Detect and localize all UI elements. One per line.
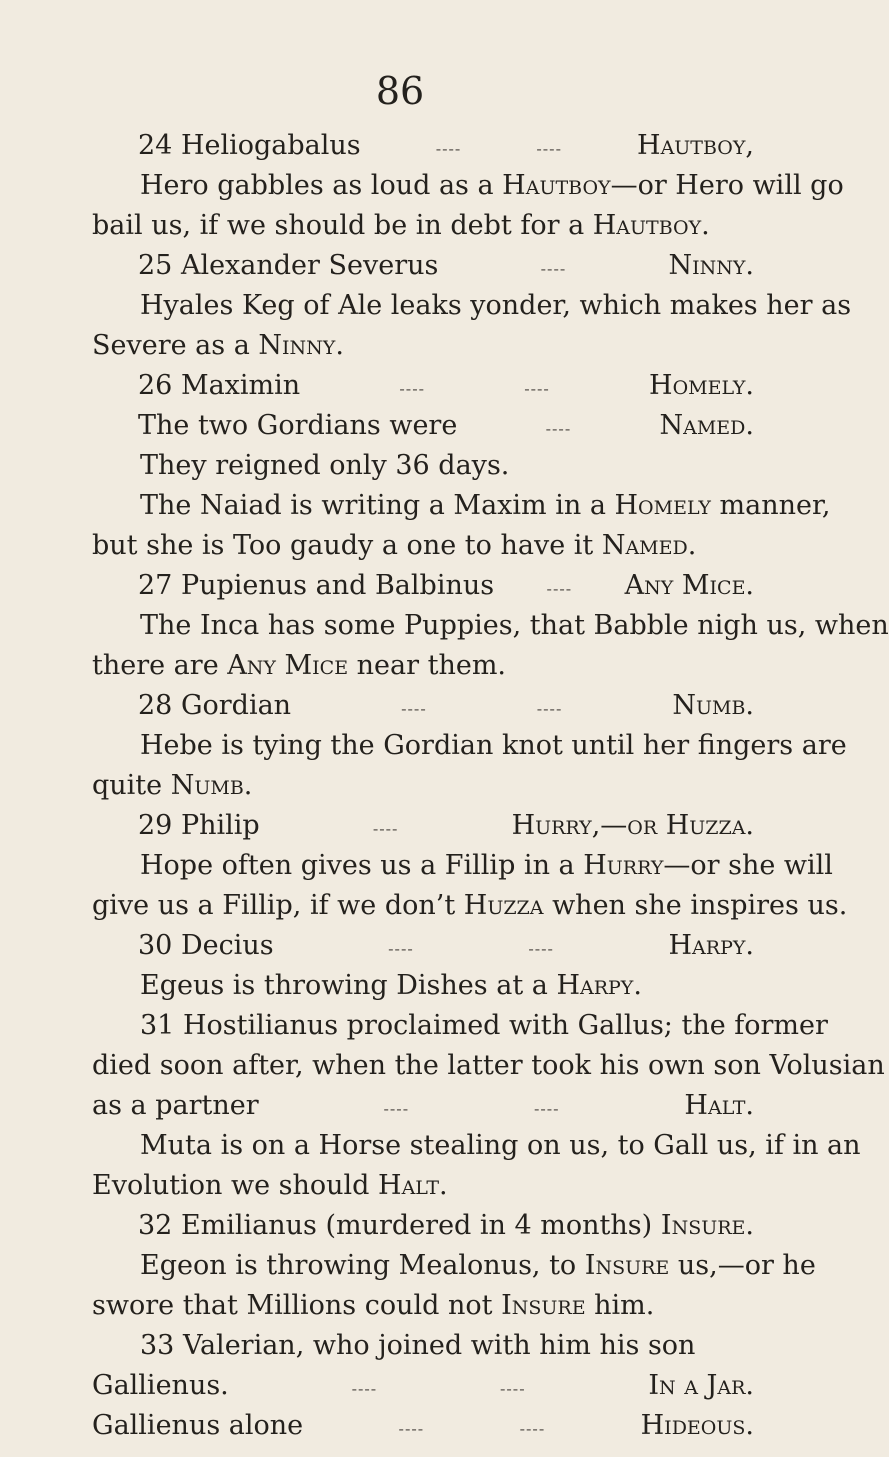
leader-dots: ---- xyxy=(540,259,567,278)
text-line: Hyales Keg of Ale leaks yonder, which makes her as xyxy=(140,290,852,321)
text-line: give us a Fillip, if we don’t Huzza when she inspires us. xyxy=(92,890,848,921)
entry-label: 29 Philip xyxy=(138,810,260,841)
entry-25 xyxy=(0,246,800,289)
entry-label: The two Gordians were xyxy=(138,410,458,441)
leader-dots: ---- xyxy=(388,939,414,958)
leader-dots: ---- xyxy=(528,939,554,958)
entry-answer: Named. xyxy=(659,410,754,441)
leader-dots: ---- xyxy=(533,1099,560,1118)
text-line: Hope often gives us a Fillip in a Hurry—or she will xyxy=(140,850,833,881)
entry-label: 27 Pupienus and Balbinus xyxy=(138,570,495,601)
text-line: 33 Valerian, who joined with him his son xyxy=(140,1330,696,1361)
entry-28 xyxy=(0,686,800,729)
text-line: died soon after, when the latter took his own son Volusian xyxy=(92,1050,885,1081)
text-line: Egeon is throwing Mealonus, to Insure us,—or he xyxy=(140,1250,816,1281)
entry-answer: Any Mice. xyxy=(624,570,755,601)
entry-answer: Homely. xyxy=(649,370,755,401)
leader-dots: ---- xyxy=(545,419,572,438)
entry-29 xyxy=(0,806,800,849)
page-number: 86 xyxy=(375,69,425,113)
entry-answer: Ninny. xyxy=(668,250,755,281)
leader-dots: ---- xyxy=(524,379,550,398)
text-line: Egeus is throwing Dishes at a Harpy. xyxy=(140,970,642,1001)
entry-answer: Numb. xyxy=(672,690,755,721)
entry-answer: Hideous. xyxy=(640,1410,754,1441)
entry-label: Gallienus. xyxy=(92,1370,229,1401)
entry-31 xyxy=(0,1086,800,1129)
text-line: there are Any Mice near them. xyxy=(92,650,507,681)
leader-dots: ---- xyxy=(398,1419,425,1438)
entry-answer: In a Jar. xyxy=(648,1370,754,1401)
text-line: bail us, if we should be in debt for a Hautboy. xyxy=(92,210,710,241)
leader-dots: ---- xyxy=(399,379,425,398)
entry-label: as a partner xyxy=(92,1090,259,1121)
text-line: The Naiad is writing a Maxim in a Homely manner, xyxy=(140,490,831,521)
leader-dots: ---- xyxy=(499,1379,526,1398)
text-line: Hero gabbles as loud as a Hautboy—or Hero will go xyxy=(140,170,844,201)
entry-30 xyxy=(0,926,800,969)
leader-dots: ---- xyxy=(536,139,562,158)
entry-label: 30 Decius xyxy=(138,930,274,961)
entry-answer: Hautboy, xyxy=(637,130,755,161)
leader-dots: ---- xyxy=(372,819,399,838)
entry-answer: Hurry,—or Huzza. xyxy=(511,810,755,841)
entry-answer: Insure. xyxy=(660,1210,754,1241)
text-line: 31 Hostilianus proclaimed with Gallus; the former xyxy=(140,1010,828,1041)
leader-dots: ---- xyxy=(383,1099,410,1118)
entry-32 xyxy=(0,1206,800,1246)
entry-label: 28 Gordian xyxy=(138,690,292,721)
leader-dots: ---- xyxy=(401,699,427,718)
text-line: Muta is on a Horse stealing on us, to Gall us, if in an xyxy=(140,1130,861,1161)
entry-26b xyxy=(0,406,800,449)
entry-33b xyxy=(0,1406,800,1449)
leader-dots: ---- xyxy=(351,1379,378,1398)
text-line: Severe as a Ninny. xyxy=(92,330,344,361)
text-line: They reigned only 36 days. xyxy=(140,450,510,481)
entry-label: 26 Maximin xyxy=(138,370,301,401)
text-line: The Inca has some Puppies, that Babble nigh us, when xyxy=(140,610,889,641)
entry-answer: Halt. xyxy=(684,1090,755,1121)
entry-label: Gallienus alone xyxy=(92,1410,304,1441)
entry-26 xyxy=(0,366,800,409)
leader-dots: ---- xyxy=(546,579,573,598)
entry-label: 25 Alexander Severus xyxy=(138,250,439,281)
text-line: but she is Too gaudy a one to have it Named. xyxy=(92,530,697,561)
entry-27 xyxy=(0,566,800,609)
entry-answer: Harpy. xyxy=(668,930,754,961)
entry-label: 24 Heliogabalus xyxy=(138,130,361,161)
entry-24 xyxy=(0,126,800,169)
leader-dots: ---- xyxy=(519,1419,546,1438)
text-line: Evolution we should Halt. xyxy=(92,1170,448,1201)
entry-33 xyxy=(0,1366,800,1409)
entry-label: 32 Emilianus (murdered in 4 months) xyxy=(138,1210,653,1241)
leader-dots: ---- xyxy=(435,139,462,158)
text-line: Hebe is tying the Gordian knot until her fingers are xyxy=(140,730,847,761)
leader-dots: ---- xyxy=(536,699,563,718)
text-line: quite Numb. xyxy=(92,770,253,801)
text-line: swore that Millions could not Insure him. xyxy=(92,1290,655,1321)
